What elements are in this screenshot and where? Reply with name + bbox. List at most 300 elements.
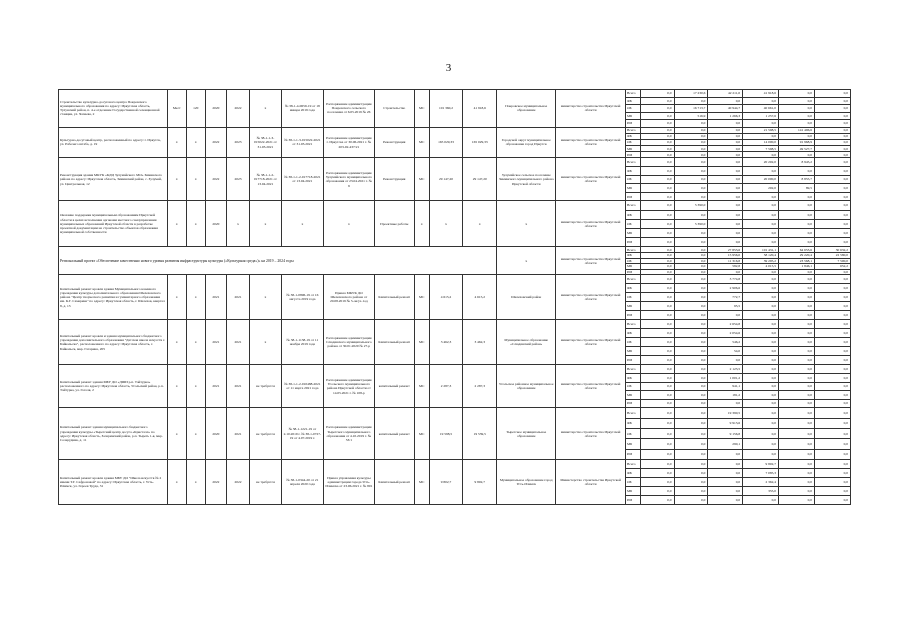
amount-cell: 0,0 [814,127,850,133]
amount-cell: 0,0 [779,192,815,201]
amount-cell: 0,0 [814,373,850,382]
table-row [59,365,851,374]
ownership: х [414,201,429,247]
amount-cell: 0,0 [779,210,815,219]
amount-cell: 0,0 [814,365,850,374]
amount-cell: 0,0 [640,460,674,469]
capacity: х [186,275,205,320]
amount-cell: 0,0 [674,184,708,193]
end-year: 2021 [226,275,249,320]
amount-cell: 0,0 [708,356,743,365]
amount-cell: 941,1 [708,382,743,391]
unit: х [167,201,186,247]
amount-cell: 0,0 [708,192,743,201]
funding-source: ИИ [625,192,640,201]
funding-source: ИИ [625,496,640,505]
municipality: Муниципальное образование город Усть-Илимск [497,460,556,505]
amount-cell: 0,0 [640,146,674,152]
object-name: Реконструкция здания МКУК «КДЦ Зулумайского МО» Зиминского района по адресу: Иркутская область, Зиминский район, с. Зулумай, ул. Центральная, 12 [59,158,168,201]
amount-cell: 0,0 [814,391,850,400]
amount-cell: 0,0 [814,408,850,418]
decision: Распоряжение администрации Слюдянского муниципального района от 30.01.2020 № 27-р [324,320,375,365]
permit: № 38-1-1-2-017718-2021 от 13.04.2021 [281,158,323,201]
amount-cell: 0,0 [779,373,815,382]
municipality: х [497,201,556,247]
ownership: МС [414,408,429,460]
amount-cell: 20 202,0 [743,158,779,167]
table-row [59,275,851,284]
expertise-conclusion: № 38-1-1-2-017718-2021 от 13.04.2021 [250,158,282,201]
municipality: Покровское муниципальное образование [497,90,556,128]
amount-cell: 0,0 [814,496,850,505]
estimated-cost: 19 598,5 [429,408,463,460]
ministry: министерство строительства Иркутской области [556,408,626,460]
amount-cell: 0,0 [708,158,743,167]
amount-cell: 0,0 [743,269,779,275]
estimated-cost: 29 147,20 [429,158,463,201]
funding-source: МБ [625,302,640,311]
amount-cell: 0,0 [674,269,708,275]
municipality: Муниципальное образование «Слюдянский район» [497,320,556,365]
amount-cell: 0,0 [743,347,779,356]
amount-cell: 0,0 [779,120,815,128]
funding-source: ОБ [625,258,640,264]
ownership: МС [414,365,429,408]
amount-cell: 0,0 [814,382,850,391]
amount-cell: 0,0 [743,496,779,505]
amount-cell: 41 918,6 [743,90,779,98]
amount-cell: 0,0 [640,275,674,284]
amount-cell: 0,0 [814,158,850,167]
remaining-cost: 19 539,5 [463,408,497,460]
permit: № 38-1-0896-19 от 16 августа 2019 года [281,275,323,320]
amount-cell: 0,0 [708,487,743,496]
amount-cell: 0,0 [674,439,708,449]
object-name: Капитальный ремонт кровли здания Муниципального казенного учреждения культуры дополнительного образования Шелеховского района "Центр творческого развития и гуманитарного образования им. К.Г. Самарина" по адресу: Иркутская область, г. Шелехов, квартал 8, д. 13 [59,275,168,320]
table-body [59,90,851,505]
amount-cell: 0,0 [743,329,779,338]
amount-cell: 0,0 [640,320,674,329]
amount-cell: 0,0 [814,133,850,139]
municipality: Городской округ муниципальное образование город Иркутск [497,127,556,158]
amount-cell: 0,0 [674,460,708,469]
amount-cell: 0,0 [814,146,850,152]
amount-cell: 0,0 [640,469,674,478]
amount-cell: 0,0 [743,275,779,284]
permit: № 38-1-1-2-010488-2021 от 11 марта 2021 года [281,365,323,408]
amount-cell: 0,0 [674,391,708,400]
amount-cell: 0,0 [743,429,779,439]
amount-cell: 0,0 [779,391,815,400]
funding-source: ОБ [625,338,640,347]
amount-cell: 0,0 [779,293,815,302]
amount-cell: 1 266,3 [708,112,743,120]
amount-cell: 0,0 [674,275,708,284]
amount-cell: 64 653,6 [779,247,815,253]
amount-cell: 0,0 [708,238,743,247]
amount-cell: 0,0 [640,258,674,264]
amount-cell: 0,0 [674,167,708,176]
amount-cell: 0,0 [640,201,674,210]
amount-cell: 0,0 [674,258,708,264]
amount-cell: 0,0 [640,120,674,128]
amount-cell: 23 568,1 [779,258,815,264]
funding-source: ФБ [625,167,640,176]
amount-cell: 0,0 [779,152,815,158]
ministry: министерство строительства Иркутской области [556,365,626,408]
funding-source: Всего [625,408,640,418]
end-year: 2023 [226,127,249,158]
amount-cell: 0,0 [708,184,743,193]
amount-cell: 0,0 [708,460,743,469]
permit: № 38-1-1221-19 от 2.10.2019 г. № 38-1-0727-19 от 4.07.2019 г. [281,408,323,460]
amount-cell: 19 390,5 [708,408,743,418]
amount-cell: 0,0 [743,284,779,293]
amount-cell: 0,0 [640,127,674,133]
amount-cell: 0,0 [640,487,674,496]
amount-cell: 0,0 [743,356,779,365]
amount-cell: 27 853,6 [708,247,743,253]
amount-cell: 8 945,2 [779,158,815,167]
funding-source: ИИ [625,120,640,128]
amount-cell: 14 000,0 [743,139,779,145]
amount-cell: 2 362,4 [743,478,779,487]
amount-cell: 0,0 [814,311,850,320]
table-row [59,158,851,167]
capacity: х [186,320,205,365]
amount-cell: 95,5 [708,302,743,311]
amount-cell: 0,0 [640,338,674,347]
object-name: Капитальный ремонт здания МБУ ДО «ДШИ р.п. Тайтурка» расположенного по адресу: Иркутская область, Усольский район, р.п. Тайтурка, ул. Гоголя, 2 [59,365,168,408]
amount-cell: 0,0 [814,269,850,275]
work-type: Строительство [374,90,414,128]
amount-cell: 355,0 [743,487,779,496]
unit: х [167,365,186,408]
funding-source: ОБ [625,139,640,145]
amount-cell: 582,8 [708,264,743,270]
amount-cell: 0,0 [674,139,708,145]
amount-cell: 0,0 [674,238,708,247]
municipality: х [497,247,556,275]
amount-cell: 0,0 [674,228,708,237]
amount-cell: 2 054,6 [708,329,743,338]
amount-cell: 0,0 [814,478,850,487]
amount-cell: 17 230,6 [674,90,708,98]
amount-cell: 546,2 [708,338,743,347]
start-year: 2022 [205,460,226,505]
amount-cell: 0,0 [640,264,674,270]
amount-cell: 0,0 [674,146,708,152]
amount-cell: 0,0 [779,311,815,320]
amount-cell: 0,0 [640,112,674,120]
ministry: министерство строительства Иркутской области [556,320,626,365]
ownership: МС [414,158,429,201]
remaining-cost: 9 802,7 [463,460,497,505]
amount-cell: 9 913,6 [708,418,743,428]
amount-cell: 7 500,0 [814,258,850,264]
amount-cell: 0,0 [743,152,779,158]
amount-cell: 0,0 [674,373,708,382]
expertise-conclusion: не требуется [250,408,282,460]
amount-cell: 0,0 [814,228,850,237]
amount-cell: 0,0 [674,399,708,408]
start-year: 2022 [205,127,226,158]
amount-cell: 0,0 [640,391,674,400]
amount-cell: 0,0 [814,97,850,105]
table-row [59,90,851,98]
amount-cell: 0,0 [640,175,674,184]
ministry: министерство строительства Иркутской области [556,158,626,201]
funding-source: ФБ [625,133,640,139]
amount-cell: 91 968,9 [779,139,815,145]
amount-cell: 0,0 [708,152,743,158]
funding-source: ОБ [625,293,640,302]
funding-source: ИИ [625,238,640,247]
amount-cell: 0,0 [708,449,743,459]
funding-source: Всего [625,158,640,167]
amount-cell: 16 713,7 [674,105,708,113]
permit: х [281,201,323,247]
amount-cell: 2 654,8 [708,320,743,329]
amount-cell: 0,0 [779,284,815,293]
amount-cell: 0,0 [674,264,708,270]
amount-cell: 0,0 [640,311,674,320]
funding-source: МБ [625,112,640,120]
work-type: капитальный ремонт [374,365,414,408]
amount-cell: 0,0 [708,269,743,275]
work-type: Капитальный ремонт [374,460,414,505]
amount-cell: 0,0 [674,284,708,293]
amount-cell: 0,0 [674,311,708,320]
amount-cell: 0,0 [640,210,674,219]
amount-cell: 0,0 [814,469,850,478]
amount-cell: 0,0 [743,418,779,428]
amount-cell: 0,0 [779,356,815,365]
amount-cell: 0,0 [814,105,850,113]
ministry: министерство строительства Иркутской области [556,90,626,128]
funding-source: МБ [625,347,640,356]
amount-cell: 0,0 [708,133,743,139]
amount-cell: 0,0 [640,105,674,113]
work-type: Реконструкция [374,127,414,158]
amount-cell: 0,0 [814,347,850,356]
unit: х [167,408,186,460]
amount-cell: 0,0 [674,329,708,338]
amount-cell: 0,0 [779,399,815,408]
amount-cell: 0,0 [640,219,674,228]
estimated-cost: 3 462,3 [429,320,463,365]
amount-cell: 0,0 [640,192,674,201]
amount-cell: 0,0 [779,478,815,487]
decision: Распоряжение администрации Тыретского муниципального образования от 4.10.2019 г. № 53/1 [324,408,375,460]
amount-cell: 0,0 [708,175,743,184]
amount-cell: 0,0 [743,449,779,459]
amount-cell: 0,0 [779,382,815,391]
permit: № 38-1-1-3-015022-2021 от 31.03.2021 [281,127,323,158]
amount-cell: 0,0 [814,418,850,428]
funding-source: ИИ [625,449,640,459]
end-year: 2021 [226,320,249,365]
remaining-cost: х [463,201,497,247]
amount-cell: 0,0 [779,408,815,418]
expertise-conclusion: х [250,275,282,320]
amount-cell: 0,0 [779,365,815,374]
amount-cell: 0,0 [814,399,850,408]
amount-cell: 1 001,2 [708,373,743,382]
remaining-cost: 165 029,33 [463,127,497,158]
remaining-cost: 41 918,6 [463,90,497,128]
amount-cell: 0,0 [640,238,674,247]
amount-cell: 8 855,7 [779,175,815,184]
amount-cell: 0,0 [814,356,850,365]
end-year: 2022 [226,90,249,128]
funding-source: ФБ [625,252,640,258]
amount-cell: 0,0 [743,439,779,449]
amount-cell: 5 390,0 [674,219,708,228]
remaining-cost: 4 615,2 [463,275,497,320]
amount-cell: 5 390,0 [674,201,708,210]
amount-cell: 0,0 [674,338,708,347]
amount-cell: 54,0 [708,347,743,356]
funding-source: ОБ [625,219,640,228]
amount-cell: 0,0 [674,408,708,418]
funding-source: Всего [625,90,640,98]
page-number: 3 [445,62,452,74]
amount-cell: 0,0 [674,247,708,253]
amount-cell: 0,0 [779,347,815,356]
start-year: 2021 [205,275,226,320]
amount-cell: 0,0 [814,460,850,469]
amount-cell: 29 220,4 [779,252,815,258]
table-row [59,460,851,469]
amount-cell: 89,5 [779,184,815,193]
amount-cell: 0,0 [674,478,708,487]
amount-cell: 20 000,0 [743,175,779,184]
funding-source: ФБ [625,373,640,382]
ownership: МС [414,127,429,158]
funding-source: ИИ [625,356,640,365]
amount-cell: 0,0 [743,192,779,201]
amount-cell: 0,0 [743,408,779,418]
amount-cell: 0,0 [674,487,708,496]
funding-source: ИИ [625,311,640,320]
funding-source: Всего [625,247,640,253]
unit: Мест [167,90,186,128]
funding-source: Всего [625,365,640,374]
amount-cell: 0,0 [640,439,674,449]
amount-cell: 0,0 [708,210,743,219]
amount-cell: 0,0 [708,120,743,128]
funding-source: ФБ [625,329,640,338]
amount-cell: 0,0 [674,152,708,158]
amount-cell: 0,0 [779,496,815,505]
funding-source: ИИ [625,152,640,158]
amount-cell: 4 015,5 [743,264,779,270]
amount-cell: 0,0 [674,449,708,459]
amount-cell: 40 661,0 [743,105,779,113]
ownership: МС [414,90,429,128]
unit: х [167,275,186,320]
ownership: МС [414,460,429,505]
amount-cell: 0,0 [814,487,850,496]
amount-cell: 0,0 [814,439,850,449]
amount-cell: 0,0 [814,320,850,329]
amount-cell: 0,0 [743,399,779,408]
ministry: министерство строительства Иркутской области [556,127,626,158]
expertise-conclusion: х [250,90,282,128]
funding-source: МБ [625,184,640,193]
amount-cell: 39 295,2 [743,258,779,264]
funding-source: ФБ [625,210,640,219]
permit: № 38-1-1138-19 от 11 ноября 2019 года [281,320,323,365]
amount-cell: 0,0 [743,338,779,347]
amount-cell: 0,0 [779,418,815,428]
municipality: Зулумайское сельское поселение Зиминского муниципального района Иркутской области [497,158,556,201]
object-name: Оказание поддержки муниципальным образованиям Иркутской области в целях исполнения органами местного самоуправления муниципальных образований Иркутской области в разработке проектной документации на строительство объектов образования муниципальной собственности [59,201,168,247]
decision: х [324,201,375,247]
capacity: х [186,365,205,408]
amount-cell: 0,0 [708,167,743,176]
amount-cell: 0,0 [674,429,708,439]
expertise-conclusion: х [250,201,282,247]
amount-cell: 0,0 [779,429,815,439]
amount-cell: 0,0 [779,338,815,347]
municipality: Тыретское муниципальное образование [497,408,556,460]
remaining-cost: 29 147,20 [463,158,497,201]
expertise-conclusion: х [250,320,282,365]
capacity: х [186,127,205,158]
unit: х [167,320,186,365]
amount-cell: 0,0 [640,293,674,302]
unit: х [167,127,186,158]
amount-cell: 0,0 [814,139,850,145]
amount-cell: 9 156,8 [708,429,743,439]
capacity: х [186,460,205,505]
amount-cell: 0,0 [814,192,850,201]
end-year: 2022 [226,460,249,505]
amount-cell: 0,0 [674,320,708,329]
amount-cell: 0,0 [708,228,743,237]
amount-cell: 0,0 [779,302,815,311]
amount-cell: 0,0 [640,167,674,176]
amount-cell: 181,2 [708,391,743,400]
amount-cell: 0,0 [743,365,779,374]
amount-cell: 0,0 [743,133,779,139]
amount-cell: 0,0 [674,97,708,105]
amount-cell: 0,0 [779,112,815,120]
capacity: 120 [186,90,205,128]
amount-cell: 0,0 [640,302,674,311]
end-year: 2021 [226,408,249,460]
amount-cell: 0,0 [779,269,815,275]
decision: Распоряжение администрации Усольского муниципального района Иркутской области от 14.05.2021 г. № 108-р [324,365,375,408]
amount-cell: 0,0 [779,439,815,449]
funding-source: ОБ [625,382,640,391]
amount-cell: 0,0 [640,347,674,356]
capacity: х [186,408,205,460]
amount-cell: 0,0 [674,382,708,391]
object-name: Капитальный ремонт здания муниципального бюджетного учреждения культуры «Тыретский центр досуга «Кристалл» по адресу: Иркутская область, Заларинский район, р.п. Тыреть 1-я, мкр. Солерудник, д. 11 [59,408,168,460]
funding-source: ИИ [625,399,640,408]
amount-cell: 0,0 [814,167,850,176]
amount-cell: 0,0 [743,373,779,382]
amount-cell: 0,0 [640,356,674,365]
estimated-cost: 101 360,2 [429,90,463,128]
amount-cell: 0,0 [814,449,850,459]
amount-cell: 7 598,5 [743,146,779,152]
amount-cell: 0,0 [640,133,674,139]
amount-cell: 0,0 [779,449,815,459]
